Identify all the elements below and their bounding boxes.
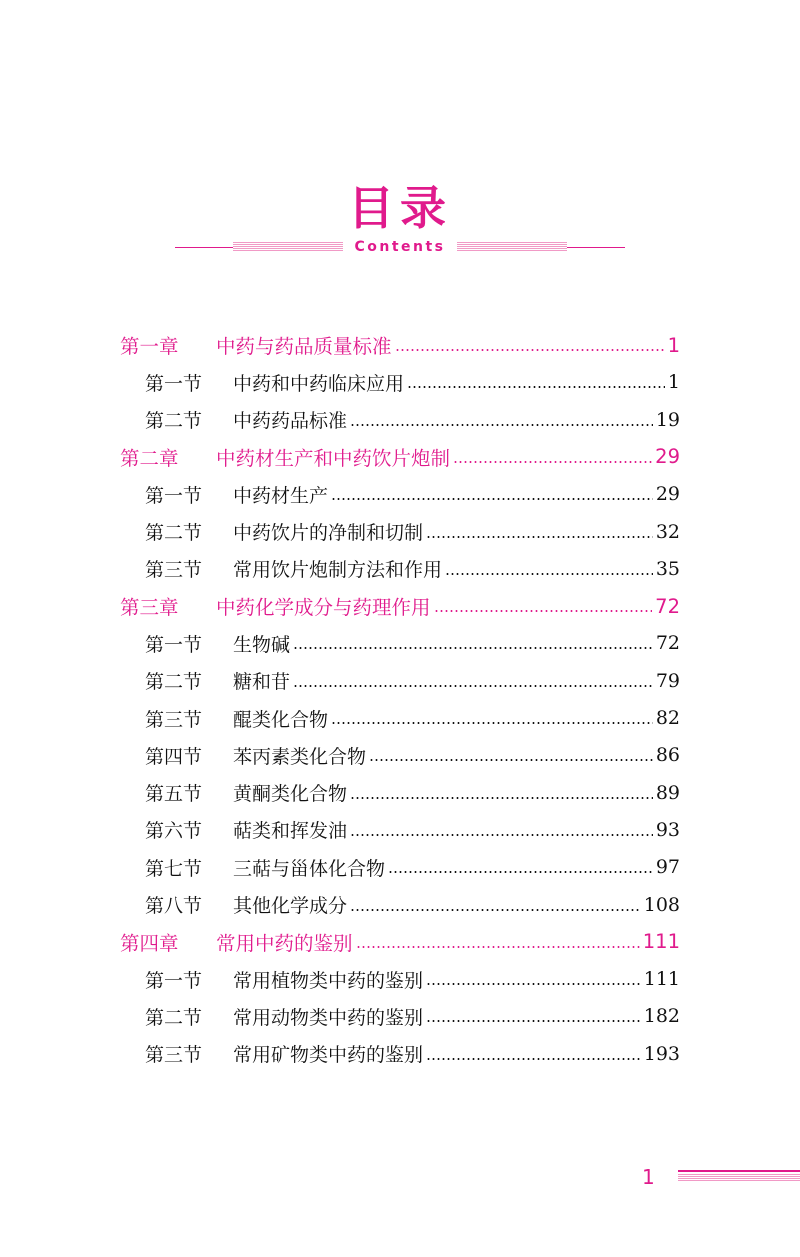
dot-leader (350, 834, 653, 836)
left-rule-decoration (175, 240, 343, 254)
toc-chapter-row[interactable] (120, 327, 680, 363)
toc-section-row[interactable] (145, 812, 680, 848)
dot-leader (453, 461, 652, 463)
section-title: 常用动物类中药的鉴别 (233, 1006, 424, 1029)
toc-section-row[interactable] (145, 364, 680, 400)
subtitle-rule (175, 240, 625, 254)
section-title: 中药饮片的净制和切制 (233, 522, 424, 544)
page-ref: 1 (667, 371, 680, 394)
dot-leader (350, 797, 653, 799)
toc-section-row[interactable] (145, 998, 680, 1034)
dot-leader (293, 647, 653, 649)
dot-leader (426, 983, 641, 985)
toc-section-row[interactable] (145, 737, 680, 773)
section-title: 生物碱 (233, 633, 291, 656)
toc-chapter-row[interactable] (120, 439, 680, 475)
page-subtitle: Contents (354, 239, 446, 255)
page-ref: 89 (655, 781, 680, 804)
section-title: 常用饮片炮制方法和作用 (233, 559, 443, 582)
chapter-number: 第三章 (120, 596, 179, 620)
section-title: 醌类化合物 (233, 708, 329, 731)
section-number: 第二节 (145, 671, 203, 694)
page-ref: 82 (655, 707, 680, 729)
page-ref: 97 (655, 856, 680, 879)
toc-chapter-row[interactable] (120, 588, 680, 624)
section-number: 第一节 (145, 372, 203, 395)
page-ref: 29 (655, 445, 680, 469)
section-title: 三萜与甾体化合物 (233, 857, 386, 880)
dot-leader (331, 722, 653, 724)
page-ref: 111 (642, 930, 680, 954)
toc-section-row[interactable] (145, 663, 680, 699)
section-number: 第六节 (145, 820, 203, 843)
toc-section-row[interactable] (145, 700, 680, 736)
section-number: 第二节 (145, 410, 203, 433)
chapter-number: 第一章 (120, 335, 179, 358)
section-number: 第五节 (145, 783, 203, 806)
section-title: 常用矿物类中药的鉴别 (233, 1044, 424, 1067)
page-number: 1 (642, 1165, 655, 1189)
chapter-title: 中药化学成分与药理作用 (216, 596, 431, 620)
page-ref: 1 (667, 333, 680, 357)
dot-leader (445, 573, 653, 575)
page-ref: 32 (655, 520, 680, 543)
page-ref: 93 (655, 818, 680, 841)
section-number: 第三节 (145, 559, 203, 582)
section-number: 第七节 (145, 857, 203, 880)
section-number: 第三节 (145, 1044, 203, 1067)
toc-section-row[interactable] (145, 887, 680, 923)
page-ref: 111 (643, 968, 680, 991)
page-ref: 193 (643, 1042, 680, 1065)
chapter-title: 常用中药的鉴别 (216, 931, 353, 955)
section-number: 第八节 (145, 895, 203, 917)
section-number: 第二节 (145, 1006, 203, 1029)
section-number: 第一节 (145, 633, 203, 656)
page-ref: 19 (655, 408, 680, 431)
chapter-number: 第四章 (120, 931, 179, 955)
page-ref: 35 (655, 557, 680, 580)
section-title: 中药材生产 (233, 484, 329, 507)
dot-leader (395, 349, 665, 351)
chapter-number: 第二章 (120, 446, 179, 470)
dot-leader (331, 498, 653, 500)
section-number: 第四节 (145, 745, 203, 768)
section-title: 糖和苷 (233, 671, 291, 694)
page-ref: 72 (655, 594, 680, 618)
page-ref: 29 (655, 483, 680, 506)
section-title: 常用植物类中药的鉴别 (233, 969, 424, 992)
dot-leader (350, 909, 641, 911)
page-ref: 182 (643, 1005, 680, 1028)
dot-leader (426, 1020, 641, 1022)
page-header (0, 180, 800, 260)
page-ref: 86 (655, 744, 680, 767)
dot-leader (356, 946, 640, 948)
chapter-title: 中药与药品质量标准 (216, 335, 392, 358)
page-ref: 108 (643, 893, 680, 916)
dot-leader (407, 386, 665, 388)
section-title: 萜类和挥发油 (233, 820, 348, 843)
footer-bar-decoration (678, 1170, 800, 1184)
toc-section-row[interactable] (145, 849, 680, 885)
page-ref: 72 (655, 632, 680, 655)
section-number: 第三节 (145, 708, 203, 731)
dot-leader (426, 1058, 641, 1060)
toc-section-row[interactable] (145, 961, 680, 997)
toc-section-row[interactable] (145, 476, 680, 512)
dot-leader (388, 871, 653, 873)
chapter-title: 中药材生产和中药饮片炮制 (216, 446, 451, 470)
dot-leader (369, 759, 653, 761)
toc-section-row[interactable] (145, 1036, 680, 1072)
page-title: 目录 (348, 181, 452, 235)
dot-leader (293, 685, 653, 687)
toc-section-row[interactable] (145, 514, 680, 550)
dot-leader (426, 536, 653, 538)
dot-leader (434, 610, 653, 612)
section-title: 黄酮类化合物 (233, 783, 348, 806)
section-title: 中药药品标准 (233, 410, 348, 433)
toc-section-row[interactable] (145, 775, 680, 811)
toc-section-row[interactable] (145, 551, 680, 587)
toc-section-row[interactable] (145, 625, 680, 661)
page-ref: 79 (655, 669, 680, 692)
section-number: 第一节 (145, 484, 203, 507)
section-number: 第一节 (145, 969, 203, 992)
dot-leader (350, 424, 653, 426)
toc-chapter-row[interactable] (120, 924, 680, 960)
right-rule-decoration (457, 240, 625, 254)
section-title: 苯丙素类化合物 (233, 745, 367, 768)
section-number: 第二节 (145, 522, 203, 544)
section-title: 其他化学成分 (233, 895, 348, 917)
toc-section-row[interactable] (145, 402, 680, 438)
section-title: 中药和中药临床应用 (233, 372, 405, 395)
